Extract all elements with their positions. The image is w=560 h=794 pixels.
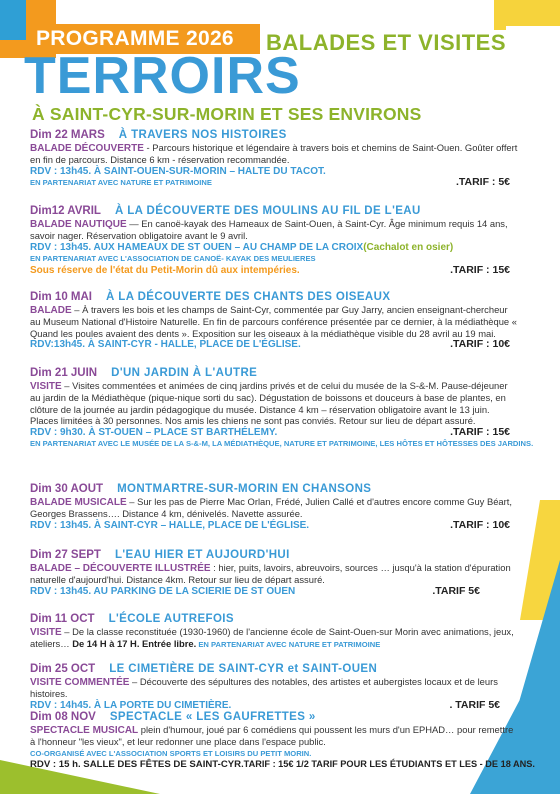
- event-partner: CO-ORGANISÉ AVEC L'ASSOCIATION SPORTS ET LOISIRS DU PETIT MORIN.: [30, 748, 312, 758]
- event-type: BALADE – DÉCOUVERTE ILLUSTRÉE: [30, 562, 211, 574]
- event-rdv: RDV : 15 h. SALLE DES FÊTES DE SAINT-CYR: [30, 759, 242, 770]
- event-description: – Découverte des sépultures des notables, des artistes et aubergistes locaux et de leurs histoires.: [30, 675, 498, 699]
- event-12-avril: [30, 206, 520, 276]
- event-rdv: RDV : 13h45. AUX HAMEAUX DE ST OUEN – AU CHAMP DE LA CROIX: [30, 241, 364, 253]
- programme-banner: PROGRAMME 2026: [28, 24, 260, 54]
- event-21-juin: [30, 367, 534, 450]
- event-date: Dim 22 MARS: [30, 129, 105, 141]
- event-description: - Parcours historique et légendaire à travers bois et chemins de Saint-Ouen. Goûter offert en fin de parcours. Distance 6 km - réservation recommandée.: [30, 141, 518, 165]
- event-tarif: . TARIF 5€: [449, 698, 500, 711]
- event-date: Dim 27 SEPT: [30, 549, 101, 561]
- event-title: SPECTACLE « LES GAUFRETTES »: [109, 711, 316, 723]
- event-description: – Sur les pas de Pierre Mac Orlan, Frédé, Julien Callé et d'autres encore comme Guy Béart, Georges Brassens…. Distance 4 km, dénivelés. Navette assurée.: [30, 495, 512, 519]
- event-rdv: RDV : 9h30. À ST-OUEN – PLACE ST BARTHÉLEMY.: [30, 426, 278, 438]
- event-rdv: RDV : 13h45. À SAINT-OUEN-SUR-MORIN – HALTE DU TACOT.: [30, 165, 326, 177]
- event-title: D'UN JARDIN À L'AUTRE: [111, 367, 258, 379]
- event-rdv: RDV : 13h45. À SAINT-CYR – HALLE, PLACE DE L'ÉGLISE.: [30, 519, 310, 531]
- event-tarif: .TARIF : 5€: [455, 176, 510, 188]
- event-date: Dim 11 OCT: [30, 613, 95, 625]
- event-date: Dim 21 JUIN: [30, 367, 98, 379]
- page-title: TERROIRS: [24, 47, 301, 105]
- event-date: Dim 08 NOV: [30, 711, 96, 723]
- event-description: – Visites commentées et animées de cinq jardins privés et de celui du musée de la S-&-M. Pause-déjeuner au jardin de la Médiathèque (pique-nique sorti du sac). Dégustation de boissons et douceurs à base de plantes, en clôture de la journée au jardin pédagogique du musée. Distance 4 km – réservation obligatoire avant le 13 juin. Places limitées à 30 personnes. Nos amis les chiens ne sont pas conviés. Retour sur lieu de départ assuré.: [30, 379, 508, 426]
- event-30-aout: [30, 484, 520, 531]
- event-date: Dim 25 OCT: [30, 663, 96, 675]
- event-tarif: .TARIF : 15€ 1/2 TARIF POUR LES ÉTUDIANTS ET LES - DE 18 ANS.: [241, 759, 535, 769]
- corner-blue-decoration: [0, 0, 26, 40]
- event-rdv-note: (Cachalot en osier): [363, 241, 454, 253]
- event-27-sept: [30, 550, 520, 597]
- event-description: – À travers les bois et les champs de Saint-Cyr, commentée par Guy Jarry, ancien enseignant-chercheur au Museum National d'Histoire Naturelle. En fin de parcours conférence présentée par ce dernier, à la médiathèque « Quand les poules avaient des dents ». Exposition sur les oiseaux à la médiathèque visible du 28 avril au 19 mai.: [30, 303, 517, 339]
- event-type: SPECTACLE MUSICAL: [30, 724, 139, 736]
- event-description: : hier, puits, lavoirs, abreuvoirs, sources … jusqu'à la station d'épuration naturelle d'aujourd'hui. Distance 4km. Retour sur lieu de départ assuré.: [30, 561, 511, 585]
- event-type: BALADE NAUTIQUE: [30, 218, 127, 230]
- event-description: plein d'humour, joué par 6 comédiens qui poussent les murs d'un EPHAD… pour remettre à l'honneur "les vieux", et leur redonner une place dans l'espace public.: [30, 723, 514, 747]
- event-tarif: .TARIF : 15€: [450, 425, 510, 438]
- event-type: BALADE DÉCOUVERTE: [30, 142, 144, 154]
- event-description: — En canoë-kayak des Hameaux de Saint-Ouen, à Saint-Cyr. Âge minimum requis 14 ans, savoir nager. Réservation obligatoire avant le 9 avril.: [30, 217, 508, 241]
- event-tarif: .TARIF : 10€: [450, 518, 510, 531]
- event-rdv: RDV : 13h45. AU PARKING DE LA SCIERIE DE ST OUEN: [30, 585, 296, 597]
- event-title: MONTMARTRE-SUR-MORIN EN CHANSONS: [117, 483, 372, 495]
- event-08-nov: [30, 711, 535, 771]
- event-22-mars: [30, 130, 520, 189]
- event-hours: De 14 H à 17 H. Entrée libre.: [72, 638, 197, 649]
- event-type: BALADE MUSICALE: [30, 496, 127, 508]
- event-title: À LA DÉCOUVERTE DES CHANTS DES OISEAUX: [106, 291, 391, 303]
- event-tarif: .TARIF : 15€: [450, 263, 510, 276]
- event-rdv: RDV:13h45. À SAINT-CYR - HALLE, PLACE DE L'ÉGLISE.: [30, 339, 301, 350]
- event-type: BALADE: [30, 304, 72, 316]
- event-title: L'ÉCOLE AUTREFOIS: [108, 613, 234, 625]
- event-type: VISITE: [30, 626, 62, 638]
- corner-white-decoration: [506, 26, 560, 46]
- event-partner: EN PARTENARIAT AVEC LE MUSÉE DE LA S-&-M, LA MÉDIATHÈQUE, NATURE ET PATRIMOINE, LES HÔTES ET HÔTESSES DES JARDINS.: [30, 439, 534, 448]
- event-partner: EN PARTENARIAT AVEC NATURE ET PATRIMOINE: [30, 178, 212, 187]
- event-title: À LA DÉCOUVERTE DES MOULINS AU FIL DE L'EAU: [114, 205, 421, 217]
- event-date: Dim 30 AOUT: [30, 483, 104, 495]
- event-date: Dim 10 MAI: [30, 291, 92, 303]
- balades-heading: BALADES ET VISITES: [266, 30, 507, 55]
- event-type: VISITE COMMENTÉE: [30, 676, 130, 688]
- event-description: – De la classe reconstituée (1930-1960) de l'ancienne école de Saint-Ouen-sur Morin avec animations, jeux, ateliers…: [30, 625, 514, 649]
- event-rdv: RDV : 14h45. À LA PORTE DU CIMETIÈRE.: [30, 699, 232, 711]
- event-type: VISITE: [30, 380, 62, 392]
- event-partner: EN PARTENARIAT AVEC NATURE ET PATRIMOINE: [196, 640, 381, 649]
- event-date: Dim12 AVRIL: [30, 205, 101, 217]
- event-10-mai: [30, 292, 520, 351]
- event-tarif: .TARIF : 10€: [450, 338, 510, 350]
- event-weather-note: Sous réserve de l'état du Petit-Morin dû aux intempéries.: [30, 264, 300, 276]
- event-11-oct: [30, 614, 520, 651]
- event-25-oct: [30, 664, 520, 711]
- event-title: LE CIMETIÈRE DE SAINT-CYR et SAINT-OUEN: [109, 663, 378, 675]
- event-tarif: .TARIF 5€: [432, 584, 480, 597]
- page-subtitle: À SAINT-CYR-SUR-MORIN ET SES ENVIRONS: [32, 104, 422, 124]
- event-title: L'EAU HIER ET AUJOURD'HUI: [114, 549, 290, 561]
- event-title: À TRAVERS NOS HISTOIRES: [118, 129, 287, 141]
- event-partner: EN PARTENARIAT AVEC L'ASSOCIATION DE CANOË- KAYAK DES MEULIERES: [30, 254, 316, 263]
